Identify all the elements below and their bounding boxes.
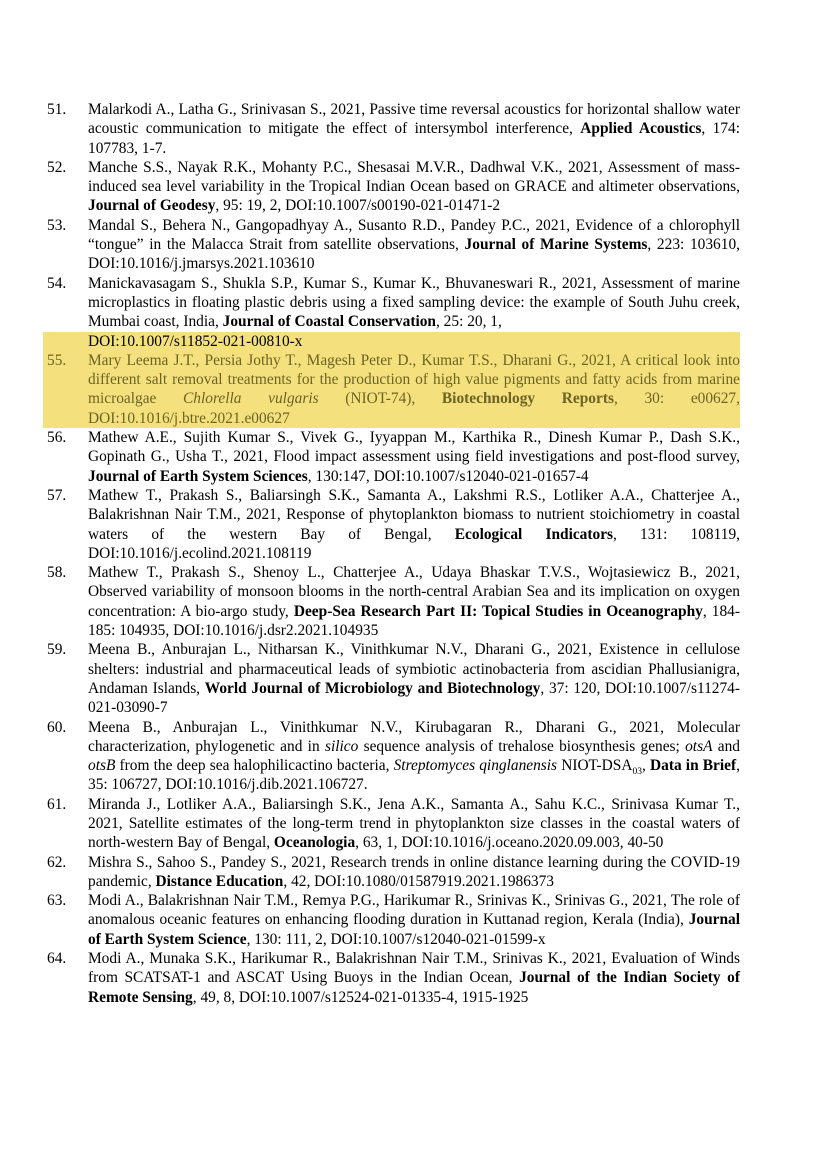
reference-text-segment: , 25: 20, 1, — [435, 313, 502, 331]
reference-text-segment: Mandal S., Behera N., Gangopadhyay A., Susanto R.D., Pandey P.C., 2021, Evidence of a chlorophyll “tongue” in the Malacca Strait from satellite observations, — [88, 216, 740, 254]
reference-text-segment: World Journal of Microbiology and Biotechnology — [204, 679, 541, 697]
reference-number: 53. — [47, 216, 67, 234]
reference-number: 59. — [47, 641, 67, 659]
reference-number: 51. — [47, 101, 67, 118]
reference-number: 52. — [47, 158, 67, 176]
reference-text-segment: 03 — [632, 766, 642, 778]
reference-text — [88, 216, 740, 274]
reference-text-segment: Malarkodi A., Latha G., Srinivasan S., 2021, Passive time reversal acoustics for horizontal shallow water acoustic communication to mitigate the effect of intersymbol interference, — [88, 101, 740, 138]
highlighted-doi-line — [43, 332, 740, 351]
reference-text-segment: Journal of Geodesy — [88, 197, 216, 215]
reference-text-segment: Journal of Earth System Sciences — [88, 467, 308, 485]
reference-text-segment: from the deep sea halophilicactino bacteria, — [115, 757, 394, 775]
reference-text-segment: , 184-185: 104935, DOI:10.1016/j.dsr2.2021.104935 — [88, 602, 740, 640]
reference-text-segment: Meena B., Anburajan L., Nitharsan K., Vinithkumar N.V., Dharani G., 2021, Existence in cellulose shelters: industrial and pharmaceutical leads of symbiotic actinobacteria from ascidian Phallusianigra, Andaman Islands, — [88, 641, 740, 697]
reference-text-segment: sequence analysis of trehalose biosynthesis genes; — [358, 737, 686, 755]
reference-entry — [47, 563, 740, 640]
reference-entry — [47, 274, 740, 332]
reference-text-segment: , 174: 107783, 1-7. — [88, 120, 740, 157]
reference-text — [88, 563, 740, 640]
reference-text-segment: Journal of Coastal Conservation — [222, 313, 436, 331]
reference-text-segment: and — [712, 737, 740, 755]
reference-text — [88, 949, 740, 1007]
reference-text-segment: Miranda J., Lotliker A.A., Baliarsingh S.K., Jena A.K., Samanta A., Sahu K.C., Srinivasa Kumar T., 2021, Satellite estimates of the long-term trend in phytoplankton size classes in the coastal waters of north-western Bay of Bengal, — [88, 795, 740, 852]
reference-text-segment: silico — [324, 737, 359, 755]
reference-text-segment: Deep-Sea Research Part II: Topical Studies in Oceanography — [293, 602, 703, 620]
reference-text-segment: Mathew A.E., Sujith Kumar S., Vivek G., Iyyappan M., Karthika R., Dinesh Kumar P., Dash S.K., Gopinath G., Usha T., 2021, Flood impact assessment using field investigations and post-flood survey, — [88, 429, 740, 466]
reference-text-segment: , 35: 106727, DOI:10.1016/j.dib.2021.106727. — [88, 757, 740, 794]
reference-text-segment: , 37: 120, DOI:10.1007/s11274-021-03090-7 — [88, 679, 740, 717]
reference-entry — [47, 891, 740, 949]
reference-text-segment: , 63, 1, DOI:10.1016/j.oceano.2020.09.003, 40-50 — [355, 834, 664, 852]
reference-text — [88, 274, 740, 332]
reference-text-segment: Chlorella vulgaris — [183, 390, 319, 408]
reference-number: 61. — [47, 795, 67, 813]
reference-entry — [47, 949, 740, 1007]
reference-text-segment: Modi A., Munaka S.K., Harikumar R., Balakrishnan Nair T.M., Srinivas K., 2021, Evaluation of Winds from SCATSAT-1 and ASCAT Using Buoys in the Indian Ocean, — [88, 950, 740, 987]
reference-entry — [47, 100, 740, 158]
reference-entry — [47, 158, 740, 216]
reference-text — [88, 853, 740, 892]
reference-text — [88, 428, 740, 486]
reference-entry — [47, 640, 740, 717]
reference-text — [88, 640, 740, 717]
doi-text: DOI:10.1007/s11852-021-00810-x — [88, 332, 303, 350]
reference-number: 55. — [47, 351, 67, 369]
reference-entry — [43, 351, 740, 428]
reference-text — [88, 891, 740, 949]
reference-text-segment: , 30: e00627, DOI:10.1016/j.btre.2021.e00627 — [88, 390, 740, 427]
reference-text-segment: Meena B., Anburajan L., Vinithkumar N.V., Kirubagaran R., Dharani G., 2021, Molecular characterization, phylogenetic and in — [88, 718, 740, 755]
reference-number: 63. — [47, 892, 67, 910]
reference-entry — [47, 486, 740, 563]
reference-text-segment: Streptomyces qinglanensis — [393, 757, 558, 775]
reference-number: 58. — [47, 564, 67, 582]
reference-text-segment: Applied Acoustics — [580, 120, 702, 138]
reference-text-segment: , — [642, 757, 651, 775]
reference-text-segment: (NIOT-74), — [318, 390, 442, 408]
reference-text-segment: Manickavasagam S., Shukla S.P., Kumar S., Kumar K., Bhuvaneswari R., 2021, Assessment of marine microplastics in floating plastic debris using a fixed sampling device: the example of South Juhu creek, Mumbai coast, India, — [88, 274, 740, 331]
reference-entry — [47, 853, 740, 892]
reference-text-segment: Ecological Indicators — [454, 525, 614, 543]
reference-text — [88, 795, 740, 853]
reference-text-segment: , 42, DOI:10.1080/01587919.2021.1986373 — [283, 872, 554, 890]
reference-entry — [47, 216, 740, 274]
reference-text — [88, 158, 740, 216]
reference-entry — [47, 795, 740, 853]
reference-text — [88, 100, 740, 158]
reference-text — [88, 486, 740, 563]
reference-text-segment: Journal of Marine Systems — [464, 236, 648, 254]
reference-text-segment: Mishra S., Sahoo S., Pandey S., 2021, Research trends in online distance learning during the COVID-19 pandemic, — [88, 853, 740, 890]
reference-entry — [47, 428, 740, 486]
reference-text-segment: Mathew T., Prakash S., Shenoy L., Chatterjee A., Udaya Bhaskar T.V.S., Wojtasiewicz B., 2021, Observed variability of monsoon blooms in the north-central Arabian Sea and its implication on oxygen concentration: A bio-argo study, — [88, 564, 740, 620]
reference-text-segment: , 49, 8, DOI:10.1007/s12524-021-01335-4, 1915-1925 — [192, 988, 529, 1006]
reference-text-segment: , 130:147, DOI:10.1007/s12040-021-01657-4 — [307, 467, 589, 485]
reference-text-segment: otsA — [685, 737, 713, 755]
reference-number: 64. — [47, 950, 67, 968]
reference-list — [47, 100, 740, 1007]
reference-text-segment: Mary Leema J.T., Persia Jothy T., Magesh Peter D., Kumar T.S., Dharani G., 2021, A critical look into different salt removal treatments for the production of high value pigments and fatty acids from marine microalgae — [88, 351, 740, 408]
reference-text — [88, 351, 740, 428]
reference-number: 62. — [47, 853, 67, 871]
reference-text-segment: Distance Education — [155, 872, 284, 890]
reference-text-segment: Manche S.S., Nayak R.K., Mohanty P.C., Shesasai M.V.R., Dadhwal V.K., 2021, Assessment of mass-induced sea level variability in the Tropical Indian Ocean based on GRACE and altimeter observations, — [88, 158, 740, 196]
reference-text-segment: , 223: 103610, DOI:10.1016/j.jmarsys.2021.103610 — [88, 236, 740, 273]
reference-text — [88, 718, 740, 795]
reference-text-segment: Modi A., Balakrishnan Nair T.M., Remya P.G., Harikumar R., Srinivas K., Srinivas G., 2021, The role of anomalous oceanic features on enhancing flooding duration in Kuttanad region, Kerala (India), — [88, 892, 740, 929]
reference-number: 54. — [47, 274, 67, 292]
reference-text-segment: , 131: 108119, DOI:10.1016/j.ecolind.2021.108119 — [88, 525, 740, 562]
reference-text-segment: otsB — [88, 757, 116, 775]
reference-text-segment: Mathew T., Prakash S., Baliarsingh S.K., Samanta A., Lakshmi R.S., Lotliker A.A., Chatterjee A., Balakrishnan Nair T.M., 2021, Response of phytoplankton biomass to nutrient stoichiometry in coastal waters of the western Bay of Bengal, — [88, 486, 740, 543]
reference-text-segment: Data in Brief — [650, 757, 737, 775]
reference-text-segment: Journal of the Indian Society of Remote Sensing — [88, 969, 740, 1006]
reference-number: 60. — [47, 718, 67, 736]
reference-entry — [47, 718, 740, 795]
reference-number: 56. — [47, 429, 67, 447]
reference-text-segment: Oceanologia — [273, 834, 356, 852]
reference-text-segment: , 130: 111, 2, DOI:10.1007/s12040-021-01599-x — [246, 930, 546, 948]
reference-text-segment: Biotechnology Reports — [441, 390, 614, 408]
reference-text-segment: NIOT-DSA — [557, 757, 633, 775]
reference-text-segment: , 95: 19, 2, DOI:10.1007/s00190-021-01471-2 — [215, 197, 501, 215]
reference-text-segment: Journal of Earth System Science — [88, 911, 740, 948]
reference-number: 57. — [47, 486, 67, 504]
